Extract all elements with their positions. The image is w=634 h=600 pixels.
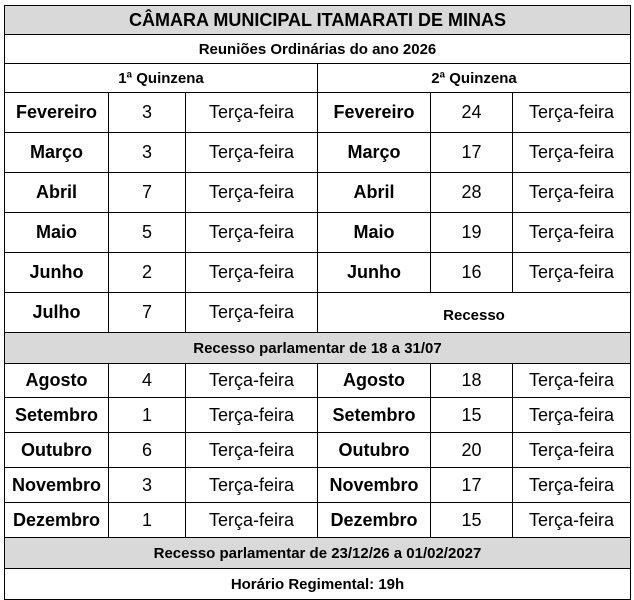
day-cell: 18: [431, 364, 513, 398]
day-cell: 20: [431, 433, 513, 468]
table-row: [5, 173, 631, 213]
month-cell: Setembro: [318, 398, 431, 433]
table-row: [5, 293, 631, 333]
day-cell: 17: [431, 133, 513, 173]
recess-note-december: Recesso parlamentar de 23/12/26 a 01/02/2027: [5, 538, 631, 569]
day-cell: 7: [109, 293, 186, 333]
day-cell: 4: [109, 364, 186, 398]
day-cell: 2: [109, 253, 186, 293]
month-cell: Junho: [5, 253, 109, 293]
day-cell: 15: [431, 398, 513, 433]
schedule-table: [4, 5, 631, 600]
month-cell: Agosto: [5, 364, 109, 398]
weekday-cell: Terça-feira: [186, 503, 318, 538]
month-cell: Novembro: [5, 468, 109, 503]
month-cell: Fevereiro: [5, 93, 109, 133]
table-row: [5, 468, 631, 503]
table-row: [5, 93, 631, 133]
month-cell: Julho: [5, 293, 109, 333]
month-cell: Maio: [5, 213, 109, 253]
weekday-cell: Terça-feira: [513, 398, 631, 433]
month-cell: Dezembro: [5, 503, 109, 538]
weekday-cell: Terça-feira: [513, 503, 631, 538]
weekday-cell: Terça-feira: [186, 133, 318, 173]
weekday-cell: Terça-feira: [186, 364, 318, 398]
first-half-header: 1ª Quinzena: [5, 64, 318, 93]
weekday-cell: Terça-feira: [186, 213, 318, 253]
weekday-cell: Terça-feira: [513, 213, 631, 253]
table-row: [5, 364, 631, 398]
weekday-cell: Terça-feira: [513, 173, 631, 213]
weekday-cell: Terça-feira: [186, 468, 318, 503]
day-cell: 24: [431, 93, 513, 133]
day-cell: 17: [431, 468, 513, 503]
weekday-cell: Terça-feira: [513, 133, 631, 173]
second-half-header: 2ª Quinzena: [318, 64, 631, 93]
table-row: [5, 253, 631, 293]
month-cell: Maio: [318, 213, 431, 253]
table-row: [5, 213, 631, 253]
weekday-cell: Terça-feira: [513, 468, 631, 503]
day-cell: 16: [431, 253, 513, 293]
month-cell: Abril: [5, 173, 109, 213]
table-row: [5, 398, 631, 433]
weekday-cell: Terça-feira: [513, 364, 631, 398]
schedule-note: Horário Regimental: 19h: [5, 569, 631, 600]
table-row: [5, 433, 631, 468]
weekday-cell: Terça-feira: [513, 433, 631, 468]
day-cell: 6: [109, 433, 186, 468]
month-cell: Março: [5, 133, 109, 173]
weekday-cell: Terça-feira: [186, 173, 318, 213]
recess-note-july: Recesso parlamentar de 18 a 31/07: [5, 333, 631, 364]
weekday-cell: Terça-feira: [186, 398, 318, 433]
day-cell: 28: [431, 173, 513, 213]
day-cell: 5: [109, 213, 186, 253]
month-cell: Fevereiro: [318, 93, 431, 133]
month-cell: Outubro: [318, 433, 431, 468]
day-cell: 7: [109, 173, 186, 213]
month-cell: Setembro: [5, 398, 109, 433]
weekday-cell: Terça-feira: [186, 253, 318, 293]
table-row: [5, 503, 631, 538]
weekday-cell: Terça-feira: [513, 253, 631, 293]
weekday-cell: Terça-feira: [186, 433, 318, 468]
table-title: CÂMARA MUNICIPAL ITAMARATI DE MINAS: [5, 6, 631, 35]
day-cell: 1: [109, 398, 186, 433]
day-cell: 3: [109, 468, 186, 503]
day-cell: 19: [431, 213, 513, 253]
month-cell: Outubro: [5, 433, 109, 468]
month-cell: Dezembro: [318, 503, 431, 538]
weekday-cell: Terça-feira: [186, 93, 318, 133]
weekday-cell: Terça-feira: [186, 293, 318, 333]
month-cell: Abril: [318, 173, 431, 213]
month-cell: Março: [318, 133, 431, 173]
month-cell: Agosto: [318, 364, 431, 398]
month-cell: Junho: [318, 253, 431, 293]
day-cell: 1: [109, 503, 186, 538]
day-cell: 3: [109, 93, 186, 133]
table-subtitle: Reuniões Ordinárias do ano 2026: [5, 35, 631, 64]
day-cell: 3: [109, 133, 186, 173]
weekday-cell: Terça-feira: [513, 93, 631, 133]
day-cell: 15: [431, 503, 513, 538]
month-cell: Novembro: [318, 468, 431, 503]
table-row: [5, 133, 631, 173]
recess-cell: Recesso: [318, 293, 631, 333]
